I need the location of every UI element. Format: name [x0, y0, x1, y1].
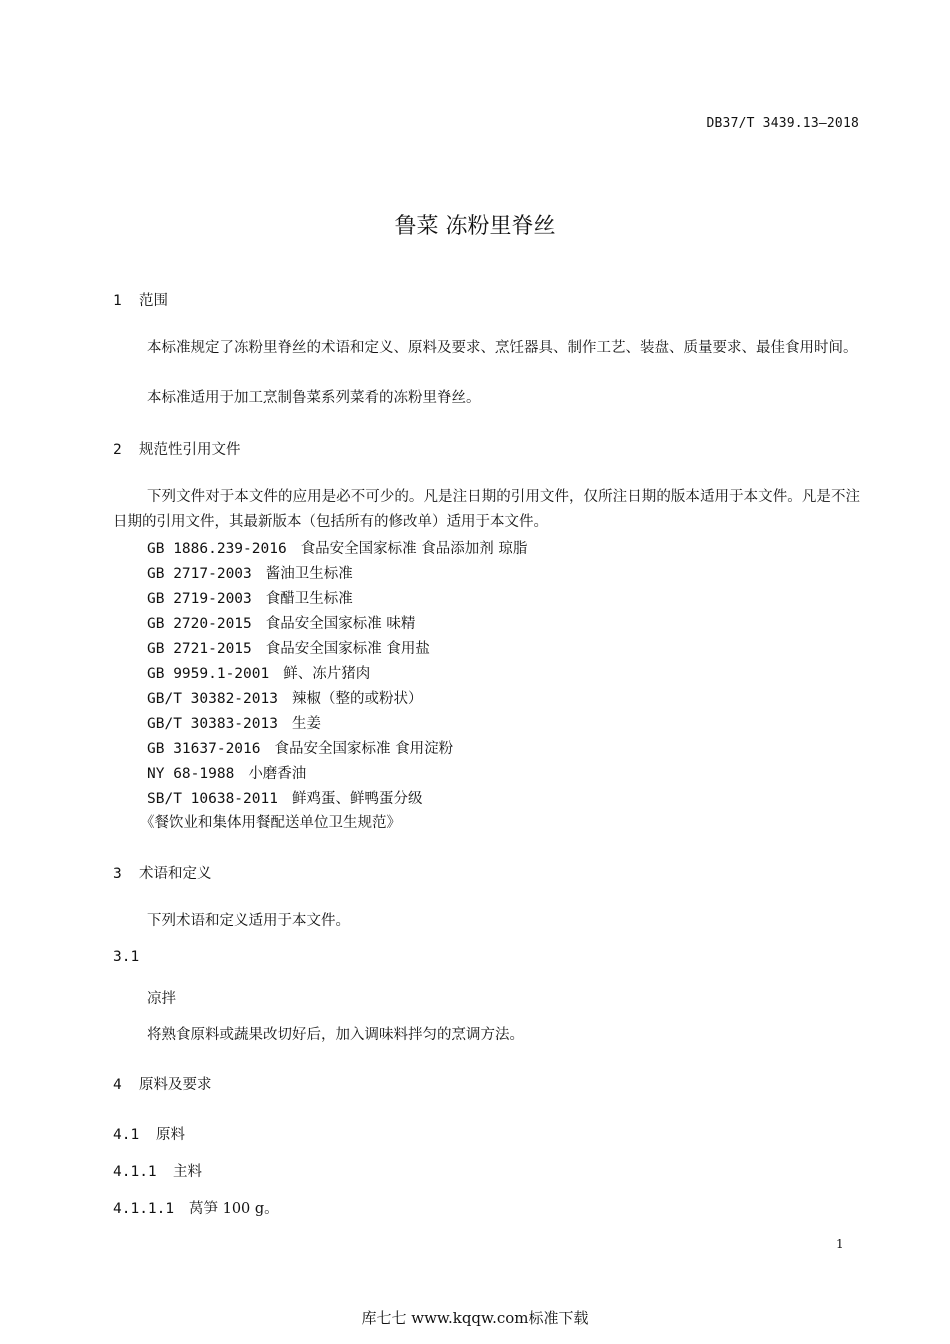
section-number: 4.1	[113, 1127, 140, 1143]
section-number: 1	[113, 293, 122, 309]
reference-name: 酱油卫生标准	[265, 566, 353, 582]
reference-name: 小磨香油	[248, 766, 307, 782]
footer-source-text: 库七七 www.kqqw.com标准下载	[361, 1309, 589, 1327]
reference-code: GB 9959.1-2001	[147, 666, 270, 682]
reference-code: GB 2720-2015	[147, 616, 252, 632]
reference-item	[147, 537, 527, 558]
section-number: 3	[113, 866, 122, 882]
reference-item	[147, 687, 422, 708]
subsection-number: 3.1	[113, 949, 140, 965]
item-text: 莴笋 100 g。	[189, 1201, 279, 1217]
reference-name: 鲜鸡蛋、鲜鸭蛋分级	[291, 791, 423, 807]
reference-code: GB/T 30382-2013	[147, 691, 278, 707]
section-title: 范围	[139, 293, 168, 309]
reference-item	[147, 562, 353, 583]
term-name: 凉拌	[147, 991, 176, 1007]
section-2-heading	[113, 438, 241, 459]
term-definition: 将熟食原料或蔬果改切好后，加入调味料拌匀的烹调方法。	[147, 1027, 524, 1043]
section-1-heading	[113, 289, 168, 310]
section-4-1-heading	[113, 1123, 185, 1144]
reference-name: 食品安全国家标准 食品添加剂 琼脂	[300, 541, 528, 557]
reference-name: 食品安全国家标准 食用盐	[265, 641, 430, 657]
reference-item	[147, 637, 430, 658]
reference-name: 辣椒（整的或粉状）	[291, 691, 423, 707]
reference-item	[147, 712, 321, 733]
section-number: 2	[113, 442, 122, 458]
document-title: 鲁菜 冻粉里脊丝	[394, 214, 556, 239]
reference-item	[147, 612, 415, 633]
section-4-heading	[113, 1073, 212, 1094]
reference-item	[147, 762, 306, 783]
page-number: 1	[836, 1237, 844, 1251]
reference-item	[147, 737, 453, 758]
reference-code: NY 68-1988	[147, 766, 235, 782]
section-title: 原料	[156, 1127, 185, 1143]
section-number: 4	[113, 1077, 122, 1093]
reference-code: SB/T 10638-2011	[147, 791, 278, 807]
normative-references-intro: 下列文件对于本文件的应用是必不可少的。凡是注日期的引用文件，仅所注日期的版本适用于本文件。凡是不注日期的引用文件，其最新版本（包括所有的修改单）适用于本文件。	[113, 489, 860, 530]
reference-item	[147, 662, 370, 683]
reference-name: 鲜、冻片猪肉	[283, 666, 371, 682]
terms-intro: 下列术语和定义适用于本文件。	[147, 913, 350, 929]
section-title: 术语和定义	[139, 866, 212, 882]
reference-name: 食品安全国家标准 食用淀粉	[274, 741, 454, 757]
reference-name: 食品安全国家标准 味精	[265, 616, 416, 632]
section-title: 原料及要求	[139, 1077, 212, 1093]
document-code: DB37/T 3439.13—2018	[706, 116, 859, 131]
reference-code: GB 2717-2003	[147, 566, 252, 582]
reference-name: 食醋卫生标准	[265, 591, 353, 607]
section-4-1-1-1-item	[113, 1197, 279, 1218]
section-title: 规范性引用文件	[139, 442, 241, 458]
reference-code: GB 2721-2015	[147, 641, 252, 657]
reference-code: GB 1886.239-2016	[147, 541, 287, 557]
reference-item-extra: 《餐饮业和集体用餐配送单位卫生规范》	[140, 815, 401, 831]
reference-item	[147, 787, 422, 808]
section-number: 4.1.1	[113, 1164, 157, 1180]
section-3-heading	[113, 862, 212, 883]
reference-code: GB/T 30383-2013	[147, 716, 278, 732]
reference-name: 生姜	[291, 716, 321, 732]
reference-item	[147, 587, 353, 608]
scope-paragraph-2: 本标准适用于加工烹制鲁菜系列菜肴的冻粉里脊丝。	[147, 390, 481, 406]
reference-code: GB 2719-2003	[147, 591, 252, 607]
reference-code: GB 31637-2016	[147, 741, 261, 757]
section-number: 4.1.1.1	[113, 1201, 175, 1217]
scope-paragraph-1: 本标准规定了冻粉里脊丝的术语和定义、原料及要求、烹饪器具、制作工艺、装盘、质量要求、最佳食用时间。	[147, 340, 858, 356]
section-4-1-1-heading	[113, 1160, 202, 1181]
section-title: 主料	[173, 1164, 202, 1180]
